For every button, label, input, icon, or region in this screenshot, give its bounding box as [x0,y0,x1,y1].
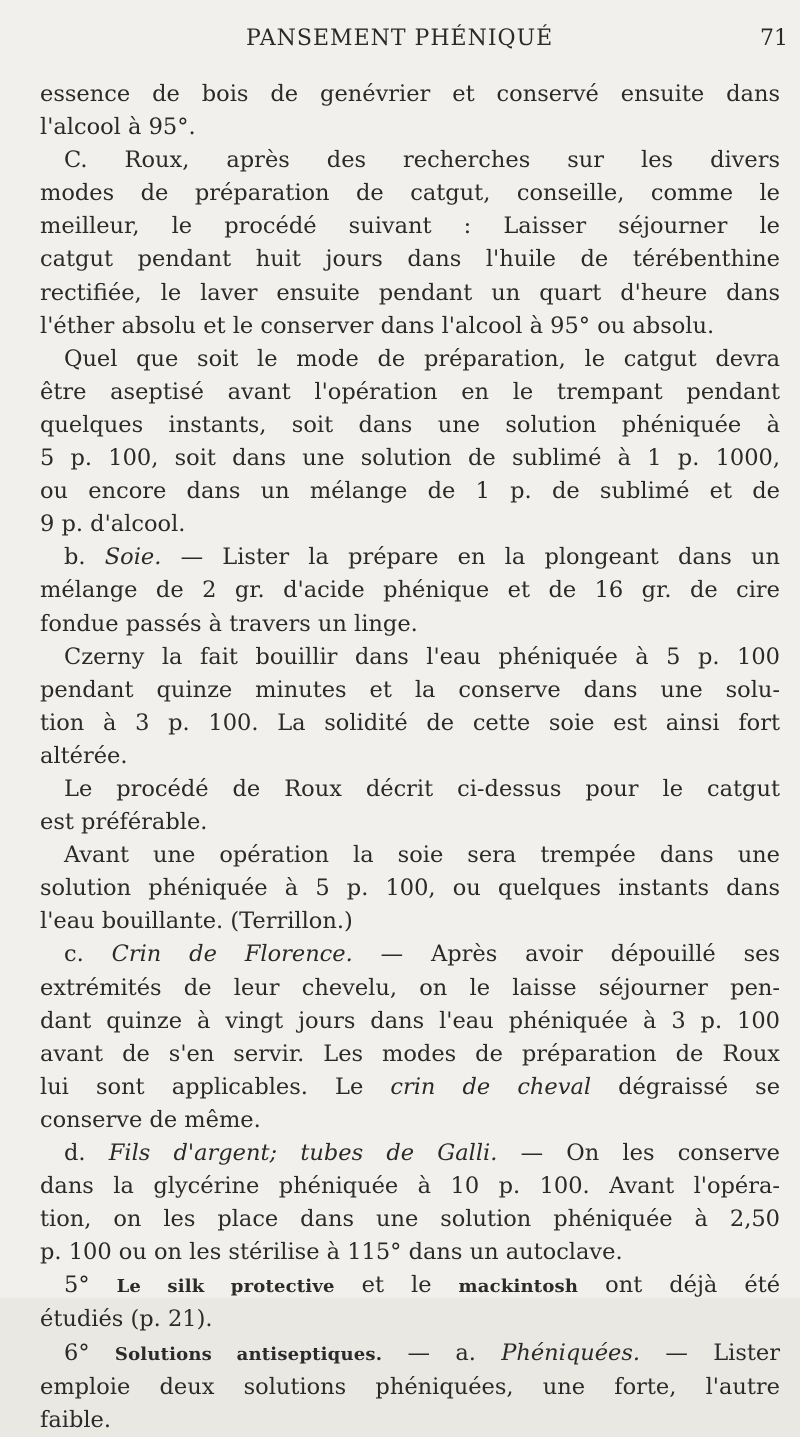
item-text: dégraissé se [591,1073,781,1100]
item-letter: b. [64,544,105,571]
item-text: ont déjà été [578,1272,781,1299]
text-line: conserve de même. [40,1106,261,1133]
text-line: l'eau bouillante. (Terrillon.) [40,908,353,935]
text-line: Quel que soit le mode de préparation, le catgut devra [64,345,780,372]
text-line: est préférable. [40,809,208,836]
item-text: — a. [382,1339,502,1366]
page-number: 71 [760,26,788,51]
text-line: p. 100 ou on les stérilise à 115° dans un autoclave. [40,1239,623,1266]
text-line: mélange de 2 gr. d'acide phénique et de 16 gr. de cire [40,577,780,604]
text-line: Le procédé de Roux décrit ci-dessus pour le catgut [64,775,780,802]
text-line: emploie deux solutions phéniquées, une forte, l'autre [40,1373,780,1400]
text-line: Avant une opération la soie sera trempée dans une [64,842,780,869]
text-line: ou encore dans un mélange de 1 p. de sublimé et de [40,478,780,505]
item-text: — On les conserve [497,1140,780,1166]
text-line: C. Roux, après des recherches sur les divers [64,147,780,174]
item-text: et le [334,1272,459,1299]
text-line: tion, on les place dans une solution phéniquée à 2,50 [40,1206,780,1233]
text-line: altérée. [40,742,128,769]
item-text: — Après avoir dépouillé ses [352,941,781,968]
item-heading: Le silk protective [116,1276,335,1298]
text-line: modes de préparation de catgut, conseille, comme le [40,180,780,207]
text-line: meilleur, le procédé suivant : Laisser séjourner le [40,213,780,240]
text-line [40,541,780,574]
item-text: — Lister la prépare en la plongeant dans un [161,544,780,571]
text-line: rectifiée, le laver ensuite pendant un quart d'heure dans [40,279,780,306]
text-line: dans la glycérine phéniquée à 10 p. 100. Avant l'opéra- [40,1173,780,1200]
text-line: dant quinze à vingt jours dans l'eau phéniquée à 3 p. 100 [40,1007,780,1034]
text-line: l'alcool à 95°. [40,114,196,141]
text-line: 5 p. 100, soit dans une solution de sublimé à 1 p. 1000, [40,445,780,472]
text-line: Czerny la fait bouillir dans l'eau phéniquée à 5 p. 100 [64,643,780,670]
text-line: essence de bois de genévrier et conservé ensuite dans [40,81,780,107]
item-number: 6° [64,1339,115,1366]
text-line: extrémités de leur chevelu, on le laisse séjourner pen- [40,974,780,1001]
text-line: catgut pendant huit jours dans l'huile de térébenthine [40,246,780,273]
text-line [40,1071,780,1104]
text-line: avant de s'en servir. Les modes de préparation de Roux [40,1040,780,1067]
item-text: — Lister [640,1339,780,1366]
item-heading: mackintosh [458,1276,579,1298]
item-subheading: Phéniquées. [501,1339,641,1366]
text-line: l'éther absolu et le conserver dans l'alcool à 95° ou absolu. [40,312,715,339]
text-line: fondue passés à travers un linge. [40,610,418,637]
text-line: être aseptisé avant l'opération en le trempant pendant [40,378,780,405]
item-heading: Soie. [104,544,162,571]
item-letter: d. [64,1140,109,1166]
text-line: tion à 3 p. 100. La solidité de cette soie est ainsi fort [40,709,780,736]
item-heading: Fils d'argent; tubes de Galli. [108,1140,498,1166]
page-header [0,26,800,60]
text-line [40,1137,780,1170]
text-line: pendant quinze minutes et la conserve dans une solu- [40,676,780,703]
text-line: quelques instants, soit dans une solution phéniquée à [40,411,780,438]
text-line: solution phéniquée à 5 p. 100, ou quelques instants dans [40,875,780,902]
running-title: PANSEMENT PHÉNIQUÉ [246,26,554,51]
body-text [40,78,780,1437]
text-line [40,1337,780,1371]
text-line: 9 p. d'alcool. [40,511,186,538]
item-heading: Crin de Florence. [111,941,353,968]
item-letter: c. [64,941,112,968]
text-line: étudiés (p. 21). [40,1306,213,1333]
text-line [40,1269,780,1303]
item-number: 5° [64,1272,117,1299]
item-emphasis: crin de cheval [390,1073,592,1100]
text-line: faible. [40,1406,112,1433]
item-heading: Solutions antiseptiques. [114,1343,383,1365]
text-line [40,938,780,971]
item-text: lui sont applicables. Le [40,1073,391,1100]
